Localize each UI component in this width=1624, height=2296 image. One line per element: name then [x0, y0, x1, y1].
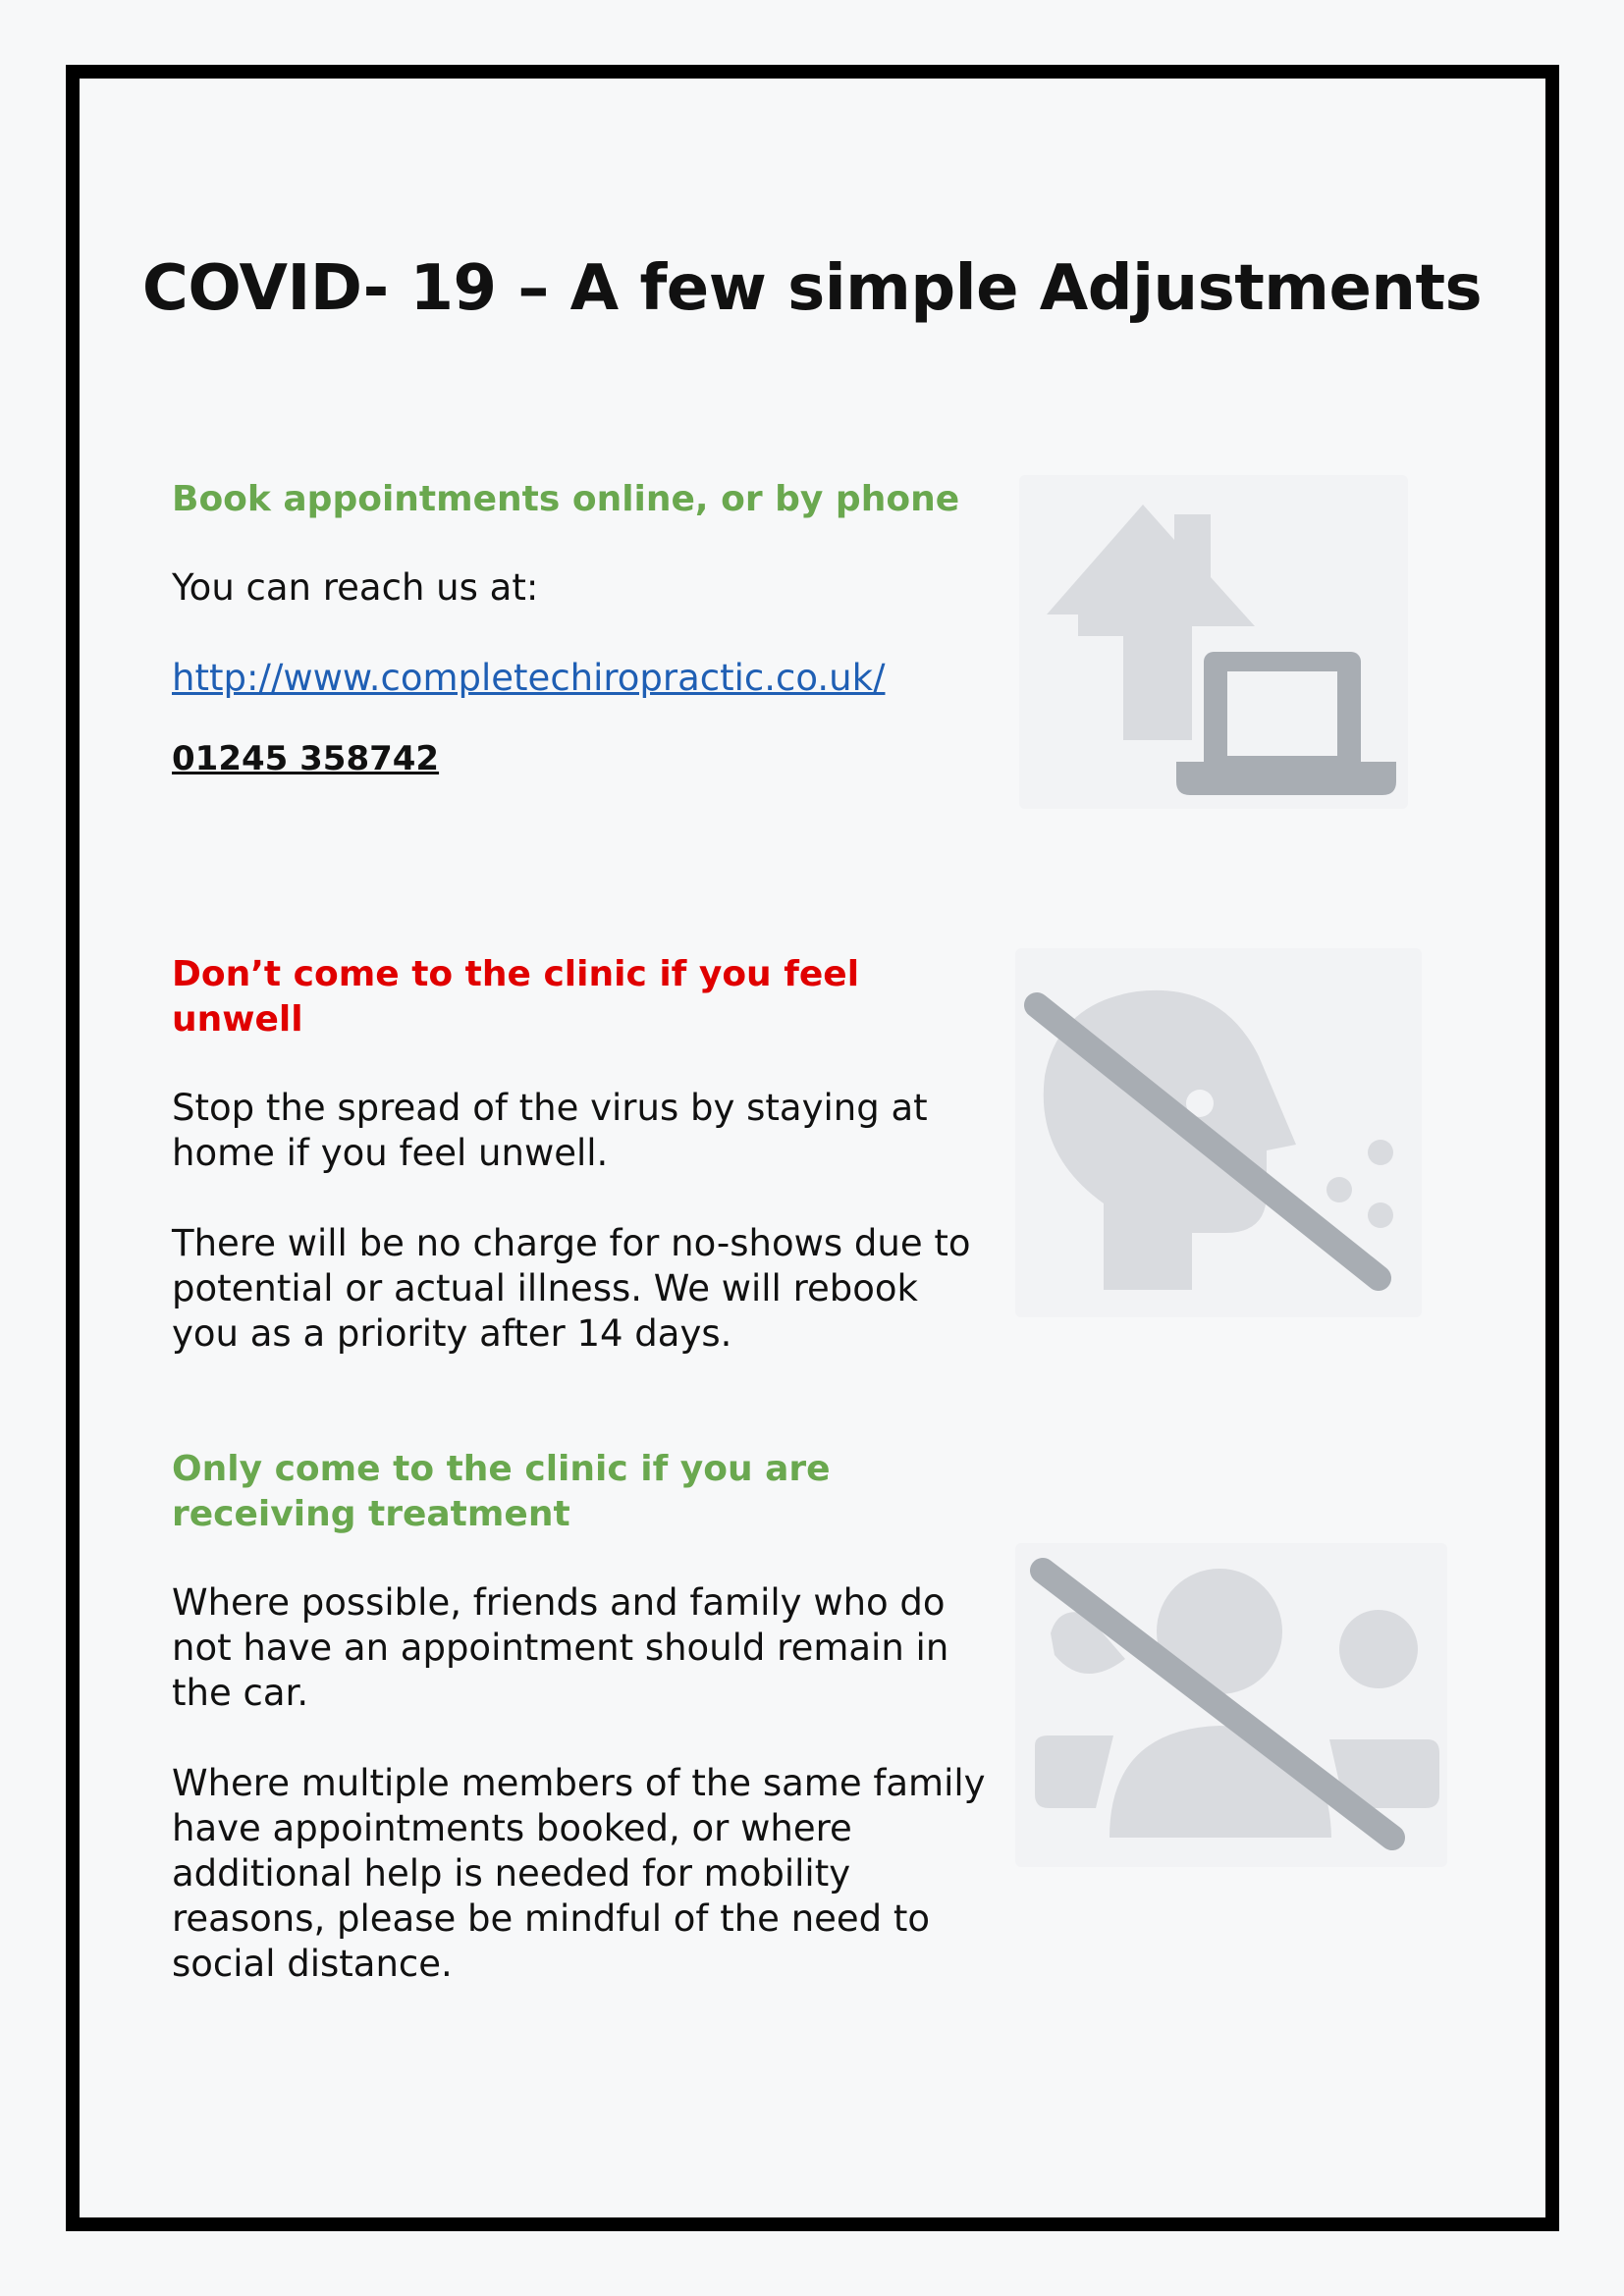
- section-treatment-only: [172, 1447, 987, 1987]
- phone-number[interactable]: 01245 358742: [172, 739, 440, 778]
- section-heading-book: Book appointments online, or by phone: [172, 479, 960, 519]
- website-link[interactable]: http://www.completechiropractic.co.uk/: [172, 657, 886, 699]
- section-heading-unwell: Don’t come to the clinic if you feel unwell: [172, 954, 860, 1040]
- home-laptop-icon: [1019, 475, 1408, 809]
- reach-us-text: You can reach us at:: [172, 566, 539, 609]
- treatment-paragraph-1: Where possible, friends and family who do not have an appointment should remain in the car.: [172, 1581, 949, 1714]
- section-unwell: [172, 952, 987, 1357]
- treatment-paragraph-2: Where multiple members of the same family have appointments booked, or where additional help is needed for mobility reasons, please be mindful of the need to social distance.: [172, 1762, 986, 1985]
- no-sneezing-icon: [1015, 948, 1422, 1317]
- no-group-icon: [1015, 1543, 1447, 1867]
- unwell-paragraph-1: Stop the spread of the virus by staying at home if you feel unwell.: [172, 1087, 928, 1174]
- unwell-paragraph-2: There will be no charge for no-shows due to potential or actual illness. We will rebook you as a priority after 14 days.: [172, 1222, 971, 1355]
- page-title: COVID- 19 – A few simple Adjustments: [141, 252, 1483, 325]
- section-heading-treatment: Only come to the clinic if you are receiving treatment: [172, 1449, 831, 1534]
- section-book-appointments: [172, 477, 987, 781]
